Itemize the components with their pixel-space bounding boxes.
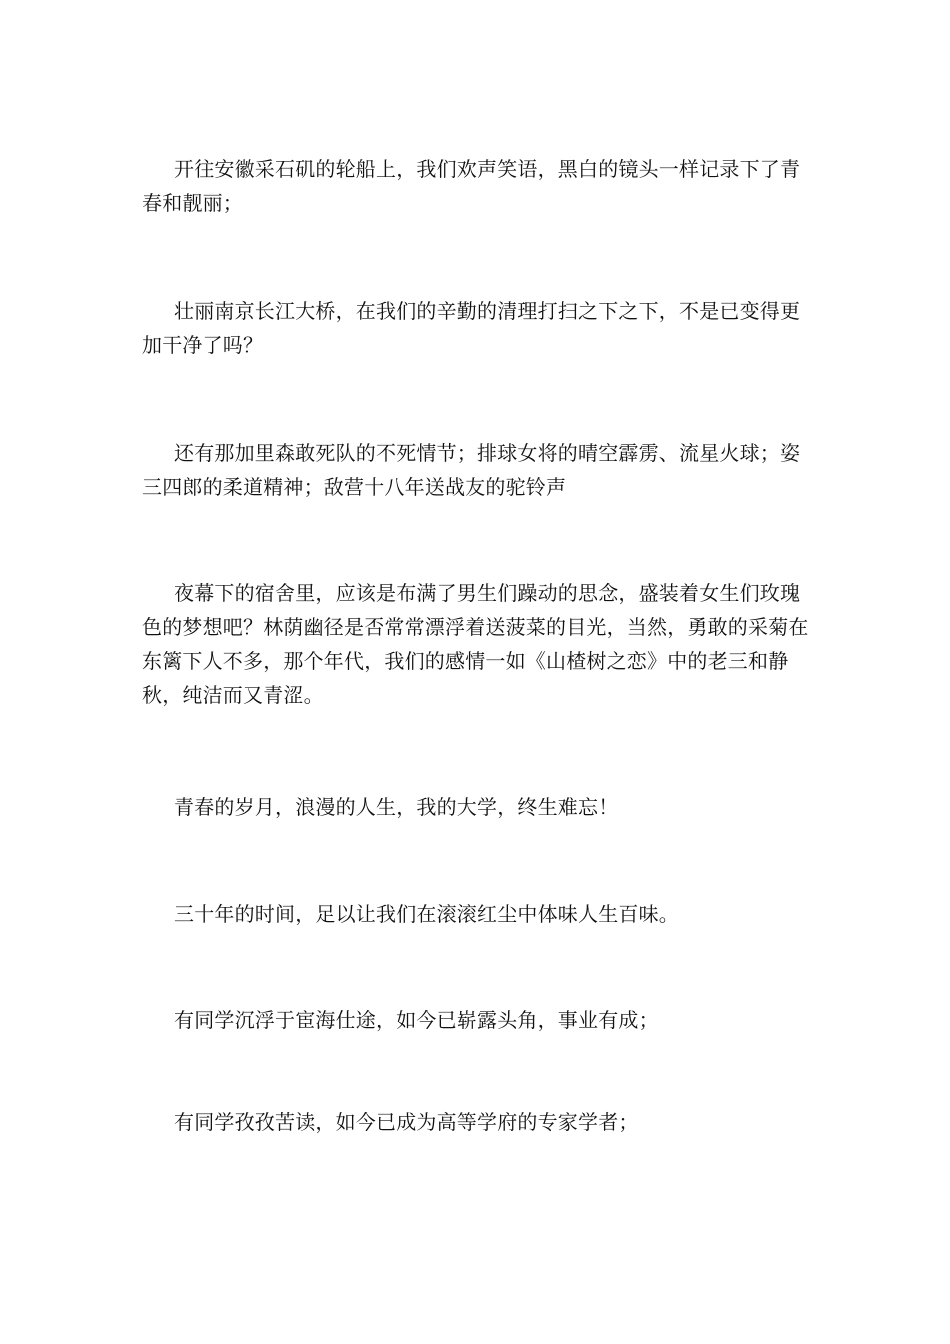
paragraph-dormitory: 夜幕下的宿舍里，应该是布满了男生们躁动的思念，盛装着女生们玫瑰色的梦想吧？林荫幽径是否常常漂浮着送菠菜的目光，当然，勇敢的采菊在东篱下人不多，那个年代，我们的感情一如《山楂树之恋》中的老三和静秋，纯洁而又青涩。 [142, 581, 809, 707]
paragraph-officials: 有同学沉浮于宦海仕途，如今已崭露头角，事业有成； [174, 1008, 659, 1032]
paragraph-ship-trip: 开往安徽采石矶的轮船上，我们欢声笑语，黑白的镜头一样记录下了青春和靓丽； [142, 157, 801, 215]
paragraph-thirty-years: 三十年的时间，足以让我们在滚滚红尘中体味人生百味。 [174, 902, 679, 926]
paragraph-youth: 青春的岁月，浪漫的人生，我的大学，终生难忘！ [174, 795, 619, 819]
paragraph-bridge: 壮丽南京长江大桥，在我们的辛勤的清理打扫之下之下，不是已变得更加干净了吗？ [142, 299, 801, 357]
paragraph-tv-memories: 还有那加里森敢死队的不死情节；排球女将的晴空霹雳、流星火球；姿三四郎的柔道精神；敌营十八年送战友的驼铃声 [142, 441, 801, 499]
paragraph-scholars: 有同学孜孜苦读，如今已成为高等学府的专家学者； [174, 1110, 639, 1134]
